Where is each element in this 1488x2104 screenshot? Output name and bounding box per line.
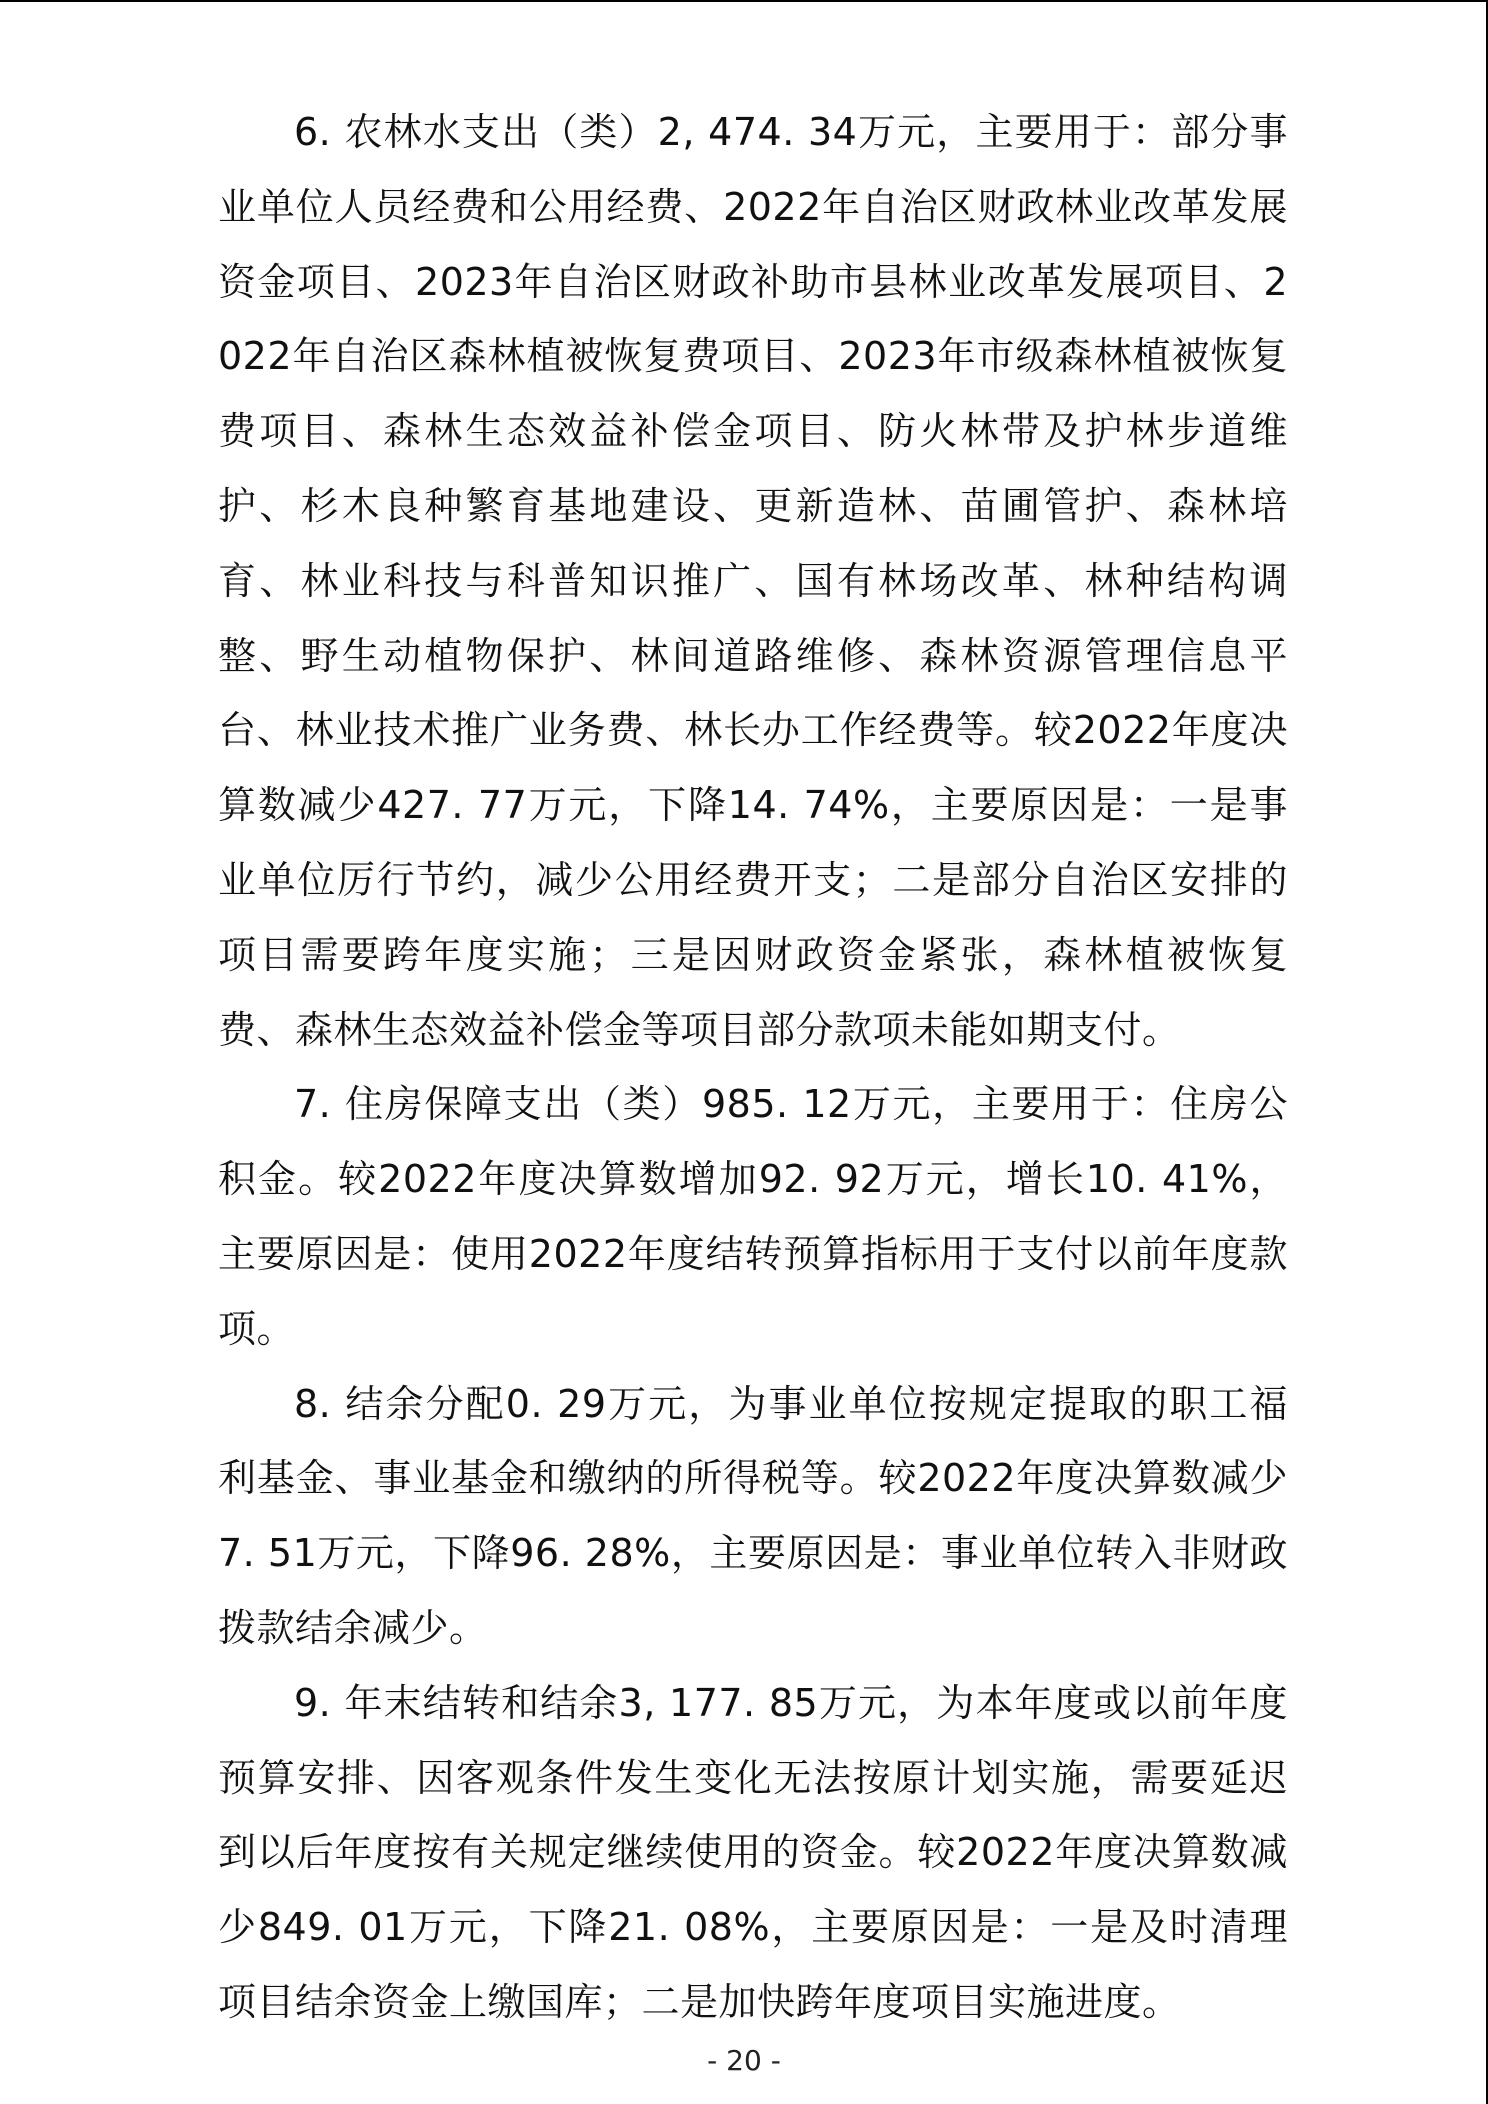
paragraph-agriculture-forestry-water: 6. 农林水支出（类）2, 474. 34万元，主要用于：部分事业单位人员经费和公用经费、2022年自治区财政林业改革发展资金项目、2023年自治区财政补助市县林业改革发展项目、2022年自治区森林植被恢复费项目、2023年市级森林植被恢复费项目、森林生态效益补偿金项目、防火林带及护林步道维护、杉木良种繁育基地建设、更新造林、苗圃管护、森林培育、林业科技与科普知识推广、国有林场改革、林种结构调整、野生动植物保护、林间道路维修、森林资源管理信息平台、林业技术推广业务费、林长办工作经费等。较2022年度决算数减少427. 77万元，下降14. 74%，主要原因是：一是事业单位厉行节约，减少公用经费开支；二是部分自治区安排的项目需要跨年度实施；三是因财政资金紧张，森林植被恢复费、森林生态效益补偿金等项目部分款项未能如期支付。 [218, 110, 1288, 1052]
paragraph-housing-security: 7. 住房保障支出（类）985. 12万元，主要用于：住房公积金。较2022年度决算数增加92. 92万元，增长10. 41%，主要原因是：使用2022年度结转预算指标用于支付以前年度款项。 [218, 1082, 1288, 1351]
paragraph-year-end-carryover: 9. 年末结转和结余3, 177. 85万元，为本年度或以前年度预算安排、因客观条件发生变化无法按原计划实施，需要延迟到以后年度按有关规定继续使用的资金。较2022年度决算数减少849. 01万元，下降21. 08%，主要原因是：一是及时清理项目结余资金上缴国库；二是加快跨年度项目实施进度。 [218, 1680, 1288, 2024]
document-body [218, 95, 1288, 2040]
page-number: - 20 - [707, 2044, 781, 2077]
paragraph-surplus-distribution: 8. 结余分配0. 29万元，为事业单位按规定提取的职工福利基金、事业基金和缴纳的所得税等。较2022年度决算数减少7. 51万元，下降96. 28%，主要原因是：事业单位转入非财政拨款结余减少。 [218, 1381, 1288, 1650]
